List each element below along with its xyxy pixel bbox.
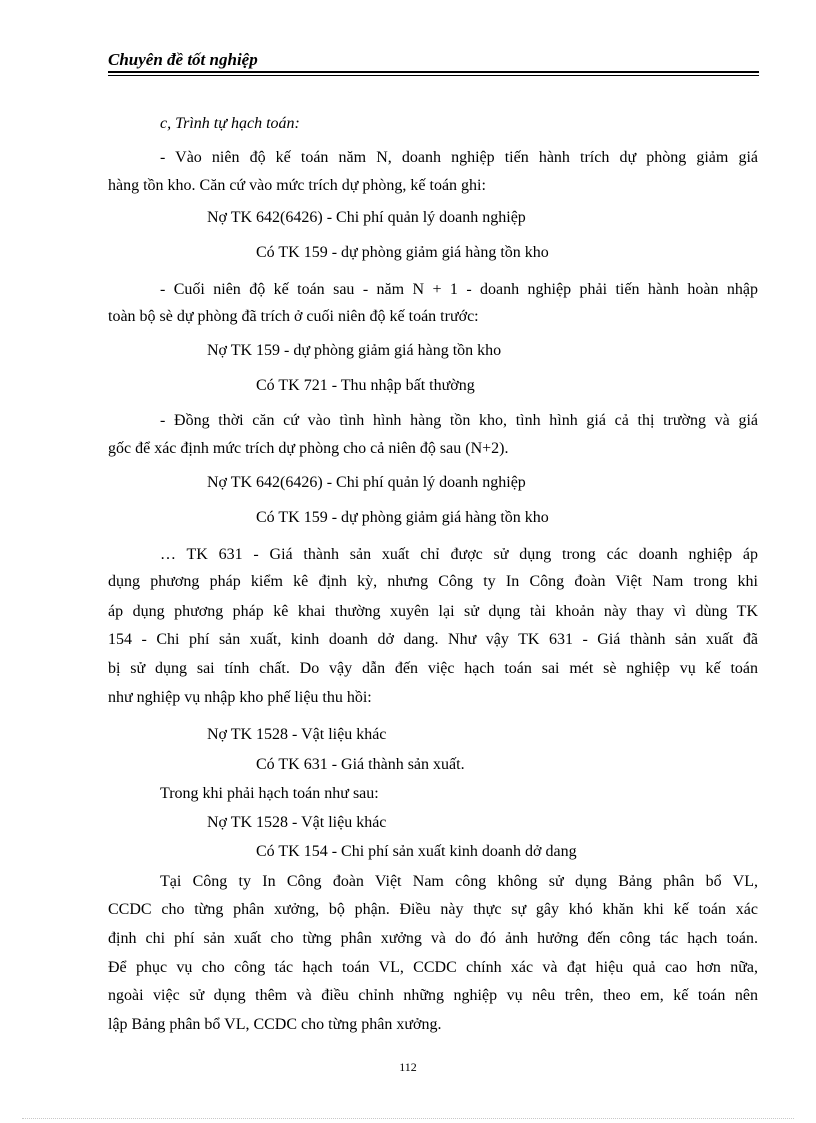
paragraph-line: áp dụng phương pháp kê khai thường xuyên lại sử dụng tài khoản này thay vì dùng TK: [108, 603, 758, 620]
journal-entry-credit: Có TK 154 - Chi phí sản xuất kinh doanh dở dang: [256, 843, 577, 860]
paragraph-line: 154 - Chi phí sản xuất, kinh doanh dở dang. Như vậy TK 631 - Giá thành sản xuất đã: [108, 631, 758, 648]
paragraph-line: - Cuối niên độ kế toán sau - năm N + 1 - doanh nghiệp phải tiến hành hoàn nhập: [160, 281, 758, 298]
paragraph-line: - Đồng thời căn cứ vào tình hình hàng tồn kho, tình hình giá cả thị trường và giá: [160, 412, 758, 429]
paragraph-line: như nghiệp vụ nhập kho phế liệu thu hồi:: [108, 689, 372, 706]
paragraph-line: - Vào niên độ kế toán năm N, doanh nghiệp tiến hành trích dự phòng giảm giá: [160, 149, 758, 166]
paragraph-line: ngoài việc sử dụng thêm và điều chỉnh những nghiệp vụ nêu trên, theo em, kế toán nên: [108, 987, 758, 1004]
paragraph-line: CCDC cho từng phân xưởng, bộ phận. Điều này thực sự gây khó khăn khi kế toán xác: [108, 901, 758, 918]
paragraph-line: Trong khi phải hạch toán như sau:: [160, 785, 379, 802]
journal-entry-debit: Nợ TK 159 - dự phòng giảm giá hàng tồn kho: [207, 342, 502, 359]
page-header-title: Chuyên đề tốt nghiệp: [108, 50, 258, 69]
paragraph-line: … TK 631 - Giá thành sản xuất chỉ được sử dụng trong các doanh nghiệp áp: [160, 546, 758, 563]
section-heading: c, Trình tự hạch toán:: [160, 115, 300, 132]
paragraph-line: gốc để xác định mức trích dự phòng cho cả niên độ sau (N+2).: [108, 440, 509, 457]
journal-entry-debit: Nợ TK 642(6426) - Chi phí quản lý doanh nghiệp: [207, 209, 526, 226]
journal-entry-debit: Nợ TK 642(6426) - Chi phí quản lý doanh nghiệp: [207, 474, 526, 491]
paragraph-line: Tại Công ty In Công đoàn Việt Nam công không sử dụng Bảng phân bổ VL,: [160, 873, 758, 890]
paragraph-line: toàn bộ sè dự phòng đã trích ở cuối niên độ kế toán trước:: [108, 308, 479, 325]
journal-entry-debit: Nợ TK 1528 - Vật liệu khác: [207, 814, 387, 831]
paragraph-line: định chi phí sản xuất cho từng phân xưởng và do đó ảnh hưởng đến công tác hạch toán.: [108, 930, 758, 947]
page-bottom-border: [22, 1118, 794, 1119]
paragraph-line: Để phục vụ cho công tác hạch toán VL, CCDC chính xác và đạt hiệu quả cao hơn nữa,: [108, 959, 758, 976]
journal-entry-credit: Có TK 159 - dự phòng giảm giá hàng tồn kho: [256, 244, 549, 261]
page-number: 112: [399, 1060, 417, 1074]
header-rule-thick: [108, 71, 759, 73]
header-rule-thin: [108, 75, 759, 76]
journal-entry-credit: Có TK 631 - Giá thành sản xuất.: [256, 756, 465, 773]
paragraph-line: dụng phương pháp kiểm kê định kỳ, nhưng Công ty In Công đoàn Việt Nam trong khi: [108, 573, 758, 590]
paragraph-line: lập Bảng phân bổ VL, CCDC cho từng phân xưởng.: [108, 1016, 442, 1033]
journal-entry-debit: Nợ TK 1528 - Vật liệu khác: [207, 726, 387, 743]
paragraph-line: hàng tồn kho. Căn cứ vào mức trích dự phòng, kế toán ghi:: [108, 177, 486, 194]
journal-entry-credit: Có TK 721 - Thu nhập bất thường: [256, 377, 475, 394]
paragraph-line: bị sử dụng sai tính chất. Do vậy dẫn đến việc hạch toán sai mét sè nghiệp vụ kế toán: [108, 660, 758, 677]
journal-entry-credit: Có TK 159 - dự phòng giảm giá hàng tồn kho: [256, 509, 549, 526]
